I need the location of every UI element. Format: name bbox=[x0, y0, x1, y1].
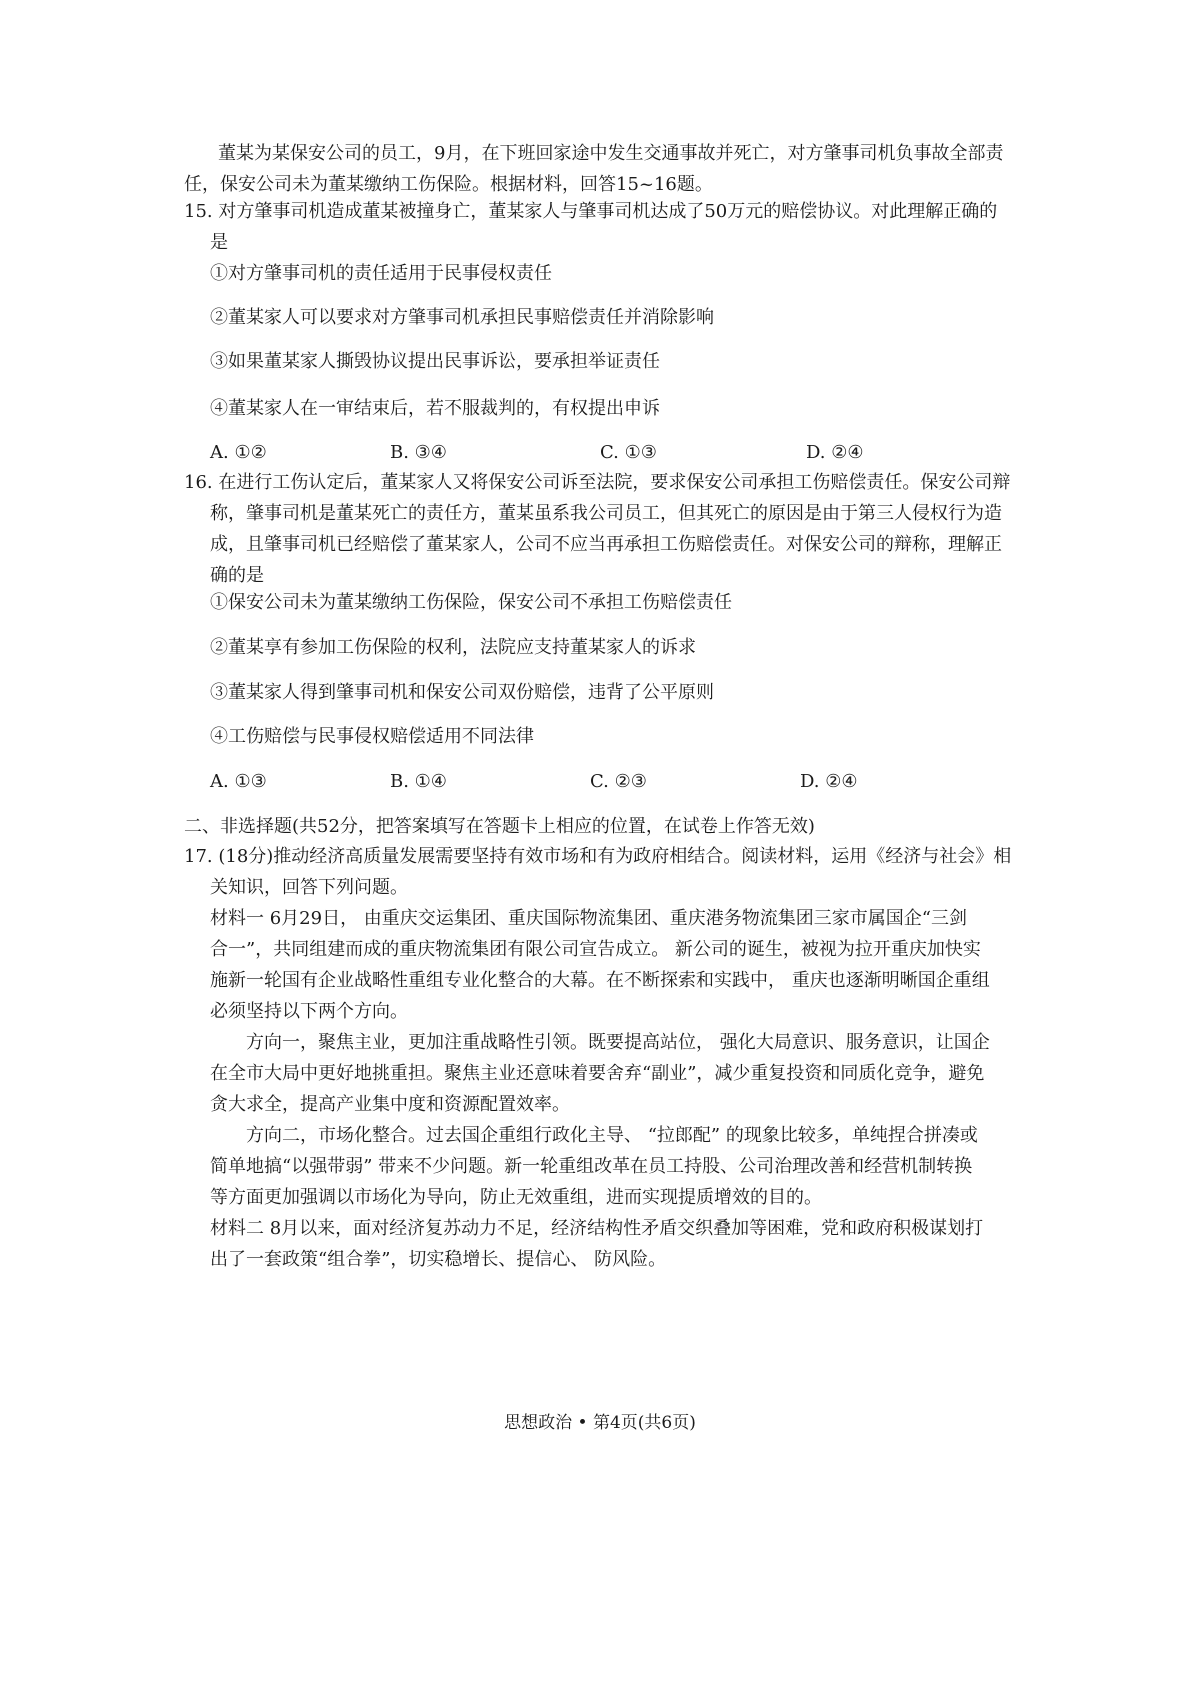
q16-option-3: ③董某家人得到肇事司机和保安公司双份赔偿，违背了公平原则 bbox=[210, 682, 714, 703]
material-1-line: 必须坚持以下两个方向。 bbox=[210, 1001, 408, 1022]
question-stem-line: 确的是 bbox=[210, 565, 264, 586]
choice-a: A. ①③ bbox=[210, 771, 267, 792]
intro-passage bbox=[0, 138, 1200, 200]
q15-option-4: ④董某家人在一审结束后，若不服裁判的，有权提出申诉 bbox=[210, 398, 660, 419]
material-1-line: 合一”，共同组建而成的重庆物流集团有限公司宣告成立。 新公司的诞生，被视为拉开重庆加快实 bbox=[210, 939, 981, 960]
q16-option-4: ④工伤赔偿与民事侵权赔偿适用不同法律 bbox=[210, 726, 534, 747]
material-1-line: 施新一轮国有企业战略性重组专业化整合的大幕。在不断探索和实践中， 重庆也逐渐明晰国企重组 bbox=[210, 970, 990, 991]
choice-c: C. ①③ bbox=[600, 442, 657, 463]
question-16 bbox=[0, 467, 1200, 591]
page-footer: 思想政治 • 第4页(共6页) bbox=[504, 1413, 696, 1433]
direction-2-line: 等方面更加强调以市场化为导向，防止无效重组，进而实现提质增效的目的。 bbox=[210, 1187, 822, 1208]
choice-b: B. ①④ bbox=[390, 771, 447, 792]
q16-choices bbox=[0, 766, 1200, 797]
direction-2-line: 方向二，市场化整合。过去国企重组行政化主导、 “拉郎配” 的现象比较多，单纯捏合拼凑或 bbox=[246, 1125, 978, 1146]
choice-d: D. ②④ bbox=[800, 771, 858, 792]
question-17 bbox=[0, 841, 1200, 1275]
choice-b: B. ③④ bbox=[390, 442, 447, 463]
direction-2-line: 简单地搞“以强带弱” 带来不少问题。新一轮重组改革在员工持股、公司治理改善和经营机制转换 bbox=[210, 1156, 973, 1177]
q16-option-2: ②董某享有参加工伤保险的权利，法院应支持董某家人的诉求 bbox=[210, 637, 696, 658]
question-stem-line: 16. 在进行工伤认定后，董某家人又将保安公司诉至法院，要求保安公司承担工伤赔偿责任。保安公司辩 bbox=[184, 472, 1011, 493]
question-stem-line: 关知识，回答下列问题。 bbox=[210, 877, 408, 898]
section-heading: 二、非选择题(共52分，把答案填写在答题卡上相应的位置，在试卷上作答无效) bbox=[184, 816, 815, 837]
question-15 bbox=[0, 196, 1200, 258]
intro-line: 任，保安公司未为董某缴纳工伤保险。根据材料，回答15~16题。 bbox=[184, 174, 713, 195]
q15-choices bbox=[0, 437, 1200, 468]
direction-1-line: 在全市大局中更好地挑重担。聚焦主业还意味着要舍弃“副业”，减少重复投资和同质化竞争，避免 bbox=[210, 1063, 985, 1084]
q16-option-1: ①保安公司未为董某缴纳工伤保险，保安公司不承担工伤赔偿责任 bbox=[210, 592, 732, 613]
material-2-line: 出了一套政策“组合拳”，切实稳增长、提信心、 防风险。 bbox=[210, 1249, 667, 1270]
choice-a: A. ①② bbox=[210, 442, 267, 463]
choice-d: D. ②④ bbox=[806, 442, 864, 463]
question-stem-line: 成，且肇事司机已经赔偿了董某家人，公司不应当再承担工伤赔偿责任。对保安公司的辩称，理解正 bbox=[210, 534, 1002, 555]
question-stem-line: 17. (18分)推动经济高质量发展需要坚持有效市场和有为政府相结合。阅读材料，运用《经济与社会》相 bbox=[184, 846, 1012, 867]
question-stem-line: 是 bbox=[210, 232, 228, 253]
choice-c: C. ②③ bbox=[590, 771, 647, 792]
material-1-line: 材料一 6月29日， 由重庆交运集团、重庆国际物流集团、重庆港务物流集团三家市属国企“三剑 bbox=[210, 908, 967, 929]
question-stem-line: 称，肇事司机是董某死亡的责任方，董某虽系我公司员工，但其死亡的原因是由于第三人侵权行为造 bbox=[210, 503, 1002, 524]
direction-1-line: 方向一，聚焦主业，更加注重战略性引领。既要提高站位， 强化大局意识、服务意识，让国企 bbox=[246, 1032, 990, 1053]
q15-option-1: ①对方肇事司机的责任适用于民事侵权责任 bbox=[210, 263, 552, 284]
q15-option-2: ②董某家人可以要求对方肇事司机承担民事赔偿责任并消除影响 bbox=[210, 307, 714, 328]
material-2-line: 材料二 8月以来，面对经济复苏动力不足，经济结构性矛盾交织叠加等困难，党和政府积极谋划打 bbox=[210, 1218, 984, 1239]
direction-1-line: 贪大求全，提高产业集中度和资源配置效率。 bbox=[210, 1094, 570, 1115]
question-stem-line: 15. 对方肇事司机造成董某被撞身亡，董某家人与肇事司机达成了50万元的赔偿协议。对此理解正确的 bbox=[184, 201, 998, 222]
q15-option-3: ③如果董某家人撕毁协议提出民事诉讼，要承担举证责任 bbox=[210, 351, 660, 372]
intro-line: 董某为某保安公司的员工，9月，在下班回家途中发生交通事故并死亡，对方肇事司机负事故全部责 bbox=[218, 143, 1004, 164]
